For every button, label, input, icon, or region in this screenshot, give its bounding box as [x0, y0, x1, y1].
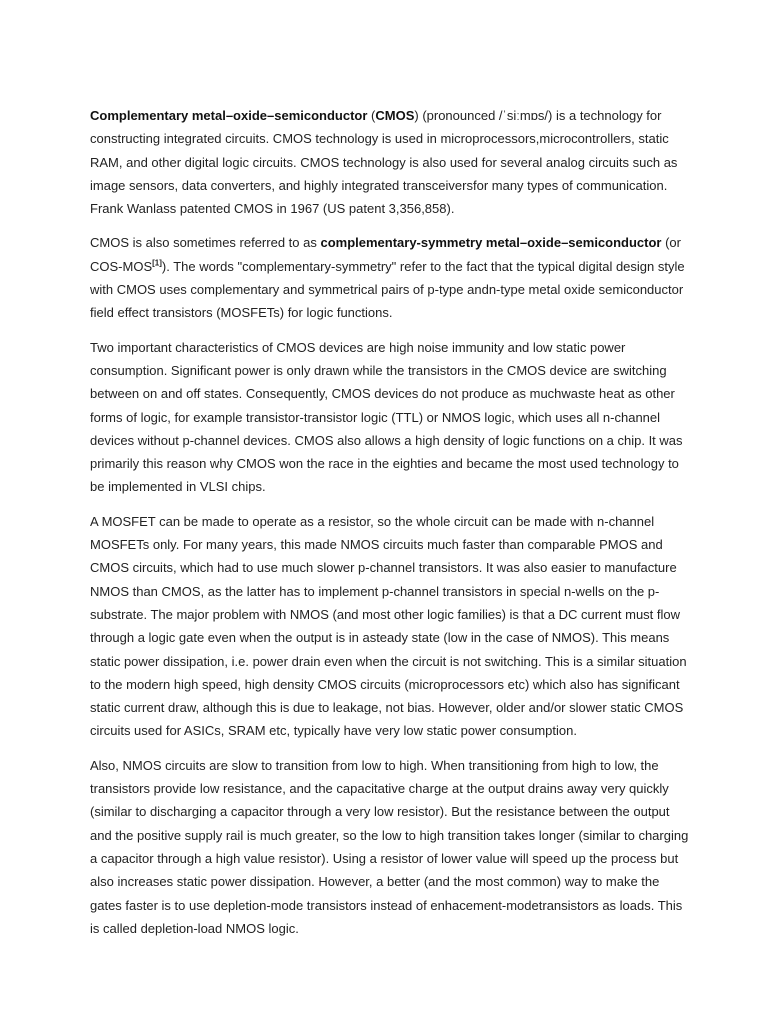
paragraph-characteristics: Two important characteristics of CMOS devices are high noise immunity and low static power consumption. Significant power is only drawn while the transistors in the CMOS device are switching between on and off states. Consequently, CMOS devices do not produce as muchwaste heat as other forms of logic, for example transistor-transistor logic (TTL) or NMOS logic, which uses all n-channel devices without p-channel devices. CMOS also allows a high density of logic functions on a chip. It was primarily this reason why CMOS won the race in the eighties and became the most used technology to be implemented in VLSI chips.: [90, 339, 683, 495]
term-cmos-abbr: CMOS: [375, 108, 415, 123]
paragraph-cos-mos: [90, 231, 690, 324]
cos-mos-text: ). The words "complementary-symmetry" refer to the fact that the typical digital design style with CMOS uses complementary and symmetrical pairs of p-type andn-type metal oxide semiconductor field effect transistors (MOSFETs) for logic functions.: [90, 258, 685, 321]
intro-text: ) (pronounced /ˈsiːmɒs/) is a technology for constructing integrated circuits. CMOS technology is used in microprocessors,microcontrollers, static RAM, and other digital logic circuits. CMOS technology is also used for several analog circuits such as image sensors, data converters, and highly integrated transceiversfor many types of communication. Frank Wanlass patented CMOS in 1967 (US patent 3,356,858).: [90, 108, 678, 217]
document-body: [90, 104, 690, 951]
term-cmos-full: Complementary metal–oxide–semiconductor: [90, 108, 368, 123]
cos-mos-mid: (or COS-MOS: [90, 235, 681, 274]
citation-1: [1]: [152, 258, 162, 268]
cos-mos-lead: CMOS is also sometimes referred to as: [90, 235, 321, 251]
paragraph-intro: [90, 104, 690, 220]
paren-open: (: [367, 108, 376, 123]
paragraph-nmos-transition: Also, NMOS circuits are slow to transition from low to high. When transitioning from high to low, the transistors provide low resistance, and the capacitative charge at the output drains away very quickly (similar to discharging a capacitor through a very low resistor). But the resistance between the output and the positive supply rail is much greater, so the low to high transition takes longer (similar to charging a capacitor through a high value resistor). Using a resistor of lower value will speed up the process but also increases static power dissipation. However, a better (and the most common) way to make the gates faster is to use depletion-mode transistors instead of enhacement-modetransistors as loads. This is called depletion-load NMOS logic.: [90, 757, 689, 936]
term-complementary-symmetry: complementary-symmetry metal–oxide–semiconductor: [320, 235, 662, 251]
paragraph-mosfet-resistor: A MOSFET can be made to operate as a resistor, so the whole circuit can be made with n-channel MOSFETs only. For many years, this made NMOS circuits much faster than comparable PMOS and CMOS circuits, which had to use much slower p-channel transistors. It was also easier to manufacture NMOS than CMOS, as the latter has to implement p-channel transistors in special n-wells on the p-substrate. The major problem with NMOS (and most other logic families) is that a DC current must flow through a logic gate even when the output is in asteady state (low in the case of NMOS). This means static power dissipation, i.e. power drain even when the circuit is not switching. This is a similar situation to the modern high speed, high density CMOS circuits (microprocessors etc) which also has significant static current draw, although this is due to leakage, not bias. However, older and/or slower static CMOS circuits used for ASICs, SRAM etc, typically have very low static power consumption.: [90, 513, 687, 739]
